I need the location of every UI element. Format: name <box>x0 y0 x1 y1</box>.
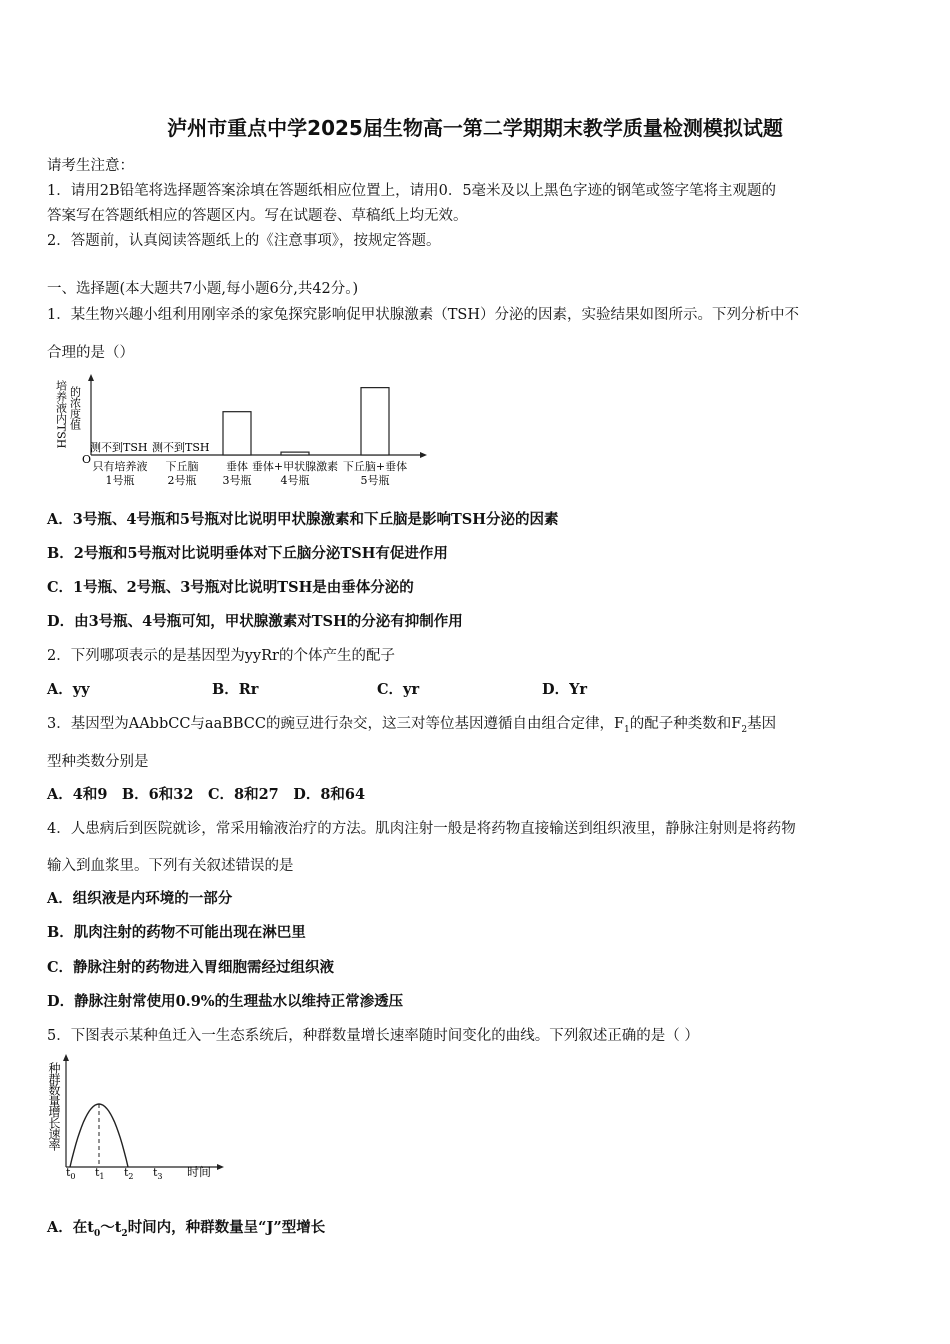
tsh-bottle-label-2: 2号瓶 <box>167 474 197 487</box>
q5-option-a-sub-2: 2 <box>121 1228 128 1239</box>
q3-sub-1: 1 <box>624 724 630 735</box>
q4-option-c[interactable]: C．静脉注射的药物进入胃细胞需经过组织液 <box>47 959 335 976</box>
q4-stem-line-2: 输入到血浆里。下列有关叙述错误的是 <box>47 858 294 874</box>
tsh-bottle-label-1: 1号瓶 <box>105 474 135 487</box>
notice-heading: 请考生注意： <box>47 158 134 174</box>
growth-x-label: 时间 <box>187 1165 212 1179</box>
tsh-bar-annotation-2: 测不到TSH <box>152 441 210 454</box>
tsh-bar-3 <box>223 412 251 455</box>
growth-y-label: 种群数量增长速率 <box>47 1062 61 1150</box>
page-title: 泸州市重点中学2025届生物高一第二学期期末教学质量检测模拟试题 <box>167 116 783 140</box>
q4-stem-line-1: 4．人患病后到医院就诊，常采用输液治疗的方法。肌肉注射一般是将药物直接输送到组织液里，静脉注射则是将药物 <box>47 821 796 837</box>
tsh-y-axis-label <box>55 380 82 449</box>
q1-option-c[interactable]: C．1号瓶、2号瓶、3号瓶对比说明TSH是由垂体分泌的 <box>47 579 414 596</box>
q4-option-b[interactable]: B．肌肉注射的药物不可能出现在淋巴里 <box>47 924 306 941</box>
q3-options[interactable]: A．4和9 B．6和32 C．8和27 D．8和64 <box>47 786 366 803</box>
q2-stem: 2．下列哪项表示的是基因型为yyRr的个体产生的配子 <box>47 648 395 664</box>
notice-item-1: 1．请用2B铅笔将选择题答案涂填在答题纸相应位置上，请用0．5毫米及以上黑色字迹的钢笔或签字笔将主观题的 <box>47 183 777 199</box>
tsh-bar-4 <box>281 452 309 455</box>
growth-x-axis-arrow <box>217 1164 224 1170</box>
tsh-category-label-2: 下丘脑 <box>165 460 199 473</box>
growth-tick-label-t0: $t_0$ <box>66 1166 76 1181</box>
q2-option-c[interactable]: C．yr <box>377 681 420 698</box>
q5-option-a-part-1: A．在t <box>47 1219 94 1236</box>
section-heading: 一、选择题(本大题共7小题,每小题6分,共42分。) <box>47 281 359 297</box>
q1-stem-line-1: 1．某生物兴趣小组利用刚宰杀的家兔探究影响促甲状腺激素（TSH）分泌的因素，实验结果如图所示。下列分析中不 <box>47 307 799 323</box>
q5-option-a-part-2: ～t <box>100 1219 122 1236</box>
q1-stem-line-2: 合理的是（） <box>47 345 134 361</box>
growth-tick-label-t3: $t_3$ <box>153 1166 163 1181</box>
notice-item-1-cont: 答案写在答题纸相应的答题区内。写在试题卷、草稿纸上均无效。 <box>47 208 468 224</box>
q3-stem-part-3: 基因 <box>747 716 777 732</box>
q2-option-d[interactable]: D．Yr <box>542 681 588 698</box>
tsh-category-label-1: 只有培养液 <box>92 460 148 473</box>
q3-stem-part-2: 的配子种类数和F <box>629 716 742 732</box>
q2-option-a[interactable]: A．yy <box>47 681 90 698</box>
tsh-category-label-3: 垂体 <box>226 460 248 473</box>
q1-option-a[interactable]: A．3号瓶、4号瓶和5号瓶对比说明甲状腺激素和下丘脑是影响TSH分泌的因素 <box>47 511 559 528</box>
tsh-bar-chart <box>55 372 435 492</box>
q5-option-a-part-3: 时间内，种群数量呈“J”型增长 <box>127 1219 326 1236</box>
q3-stem-part-1: 3．基因型为AAbbCC与aaBBCC的豌豆进行杂交，这三对等位基因遵循自由组合定律，F <box>47 716 625 732</box>
growth-tick-label-t1: $t_1$ <box>95 1166 105 1181</box>
growth-rate-chart <box>44 1052 234 1182</box>
tsh-category-label-5: 下丘脑+垂体 <box>342 460 408 473</box>
tsh-y-label-col2: 的浓度值 <box>68 386 82 430</box>
notice-item-2: 2．答题前，认真阅读答题纸上的《注意事项》，按规定答题。 <box>47 233 441 249</box>
q5-option-a[interactable] <box>47 1216 325 1239</box>
q3-stem-line-1 <box>47 712 776 735</box>
tsh-origin-label: O <box>82 453 92 466</box>
tsh-y-label-col1: 培养液内TSH <box>55 380 68 449</box>
tsh-bar-5 <box>361 388 389 455</box>
q5-option-a-sub-0: 0 <box>93 1228 101 1239</box>
q5-stem: 5．下图表示某种鱼迁入一生态系统后，种群数量增长速率随时间变化的曲线。下列叙述正确的是（ ） <box>47 1028 699 1044</box>
q4-option-d[interactable]: D．静脉注射常使用0.9%的生理盐水以维持正常渗透压 <box>47 993 404 1010</box>
q4-option-a[interactable]: A．组织液是内环境的一部分 <box>47 890 233 907</box>
q1-option-b[interactable]: B．2号瓶和5号瓶对比说明垂体对下丘脑分泌TSH有促进作用 <box>47 545 448 562</box>
tsh-bottle-label-4: 4号瓶 <box>280 474 310 487</box>
growth-tick-label-t2: $t_2$ <box>124 1166 134 1181</box>
tsh-bottle-label-3: 3号瓶 <box>222 474 252 487</box>
tsh-x-axis-arrow <box>420 452 427 458</box>
q3-sub-2: 2 <box>741 724 748 735</box>
tsh-bottle-label-5: 5号瓶 <box>360 474 390 487</box>
q1-option-d[interactable]: D．由3号瓶、4号瓶可知，甲状腺激素对TSH的分泌有抑制作用 <box>47 613 463 630</box>
tsh-category-label-4: 垂体+甲状腺激素 <box>251 460 339 473</box>
q2-option-b[interactable]: B．Rr <box>212 681 259 698</box>
growth-y-axis-arrow <box>63 1054 69 1061</box>
tsh-y-axis-arrow <box>88 374 94 381</box>
q3-stem-line-2: 型种类数分别是 <box>47 754 149 770</box>
tsh-bar-annotation-1: 测不到TSH <box>90 441 148 454</box>
